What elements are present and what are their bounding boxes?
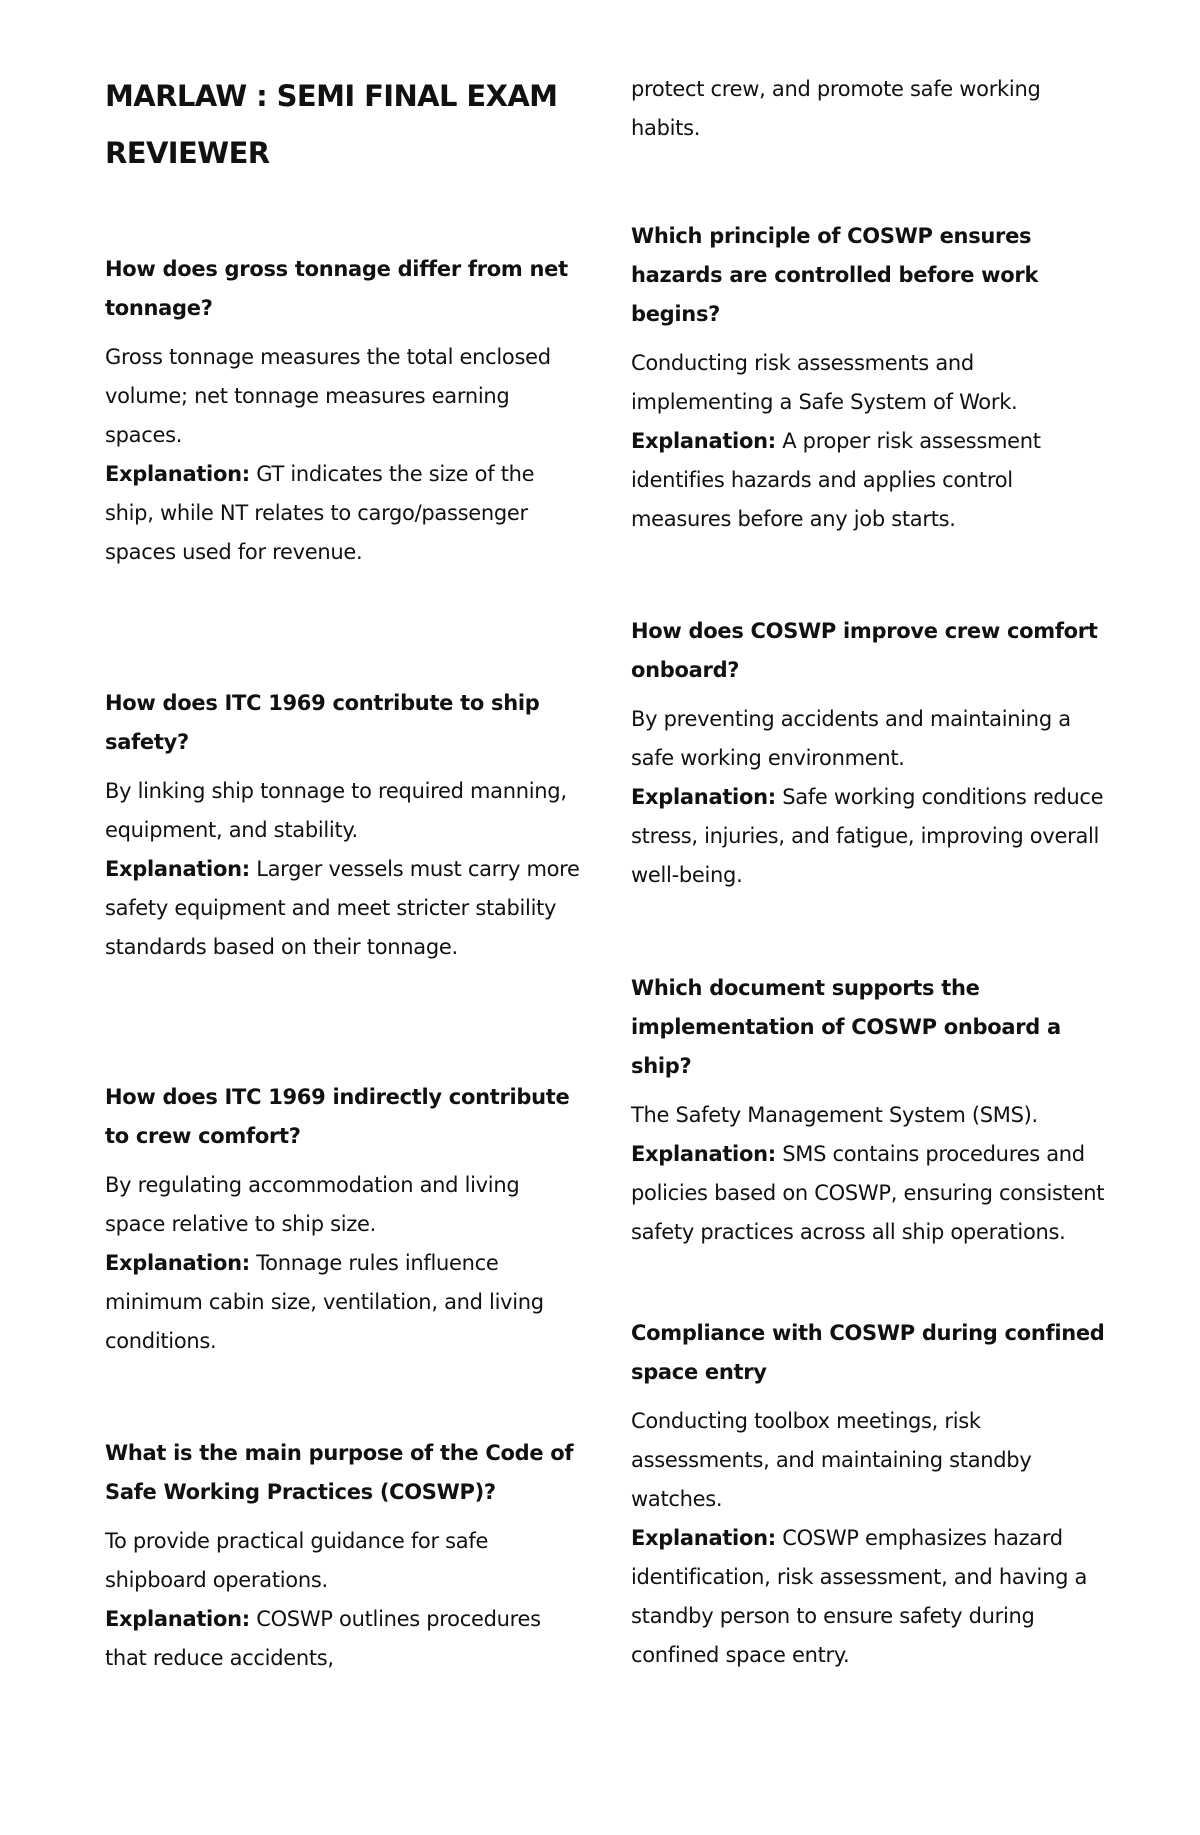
explanation-label: Explanation:	[631, 1142, 776, 1166]
document-title: MARLAW : SEMI FINAL EXAM REVIEWER	[105, 79, 558, 170]
answer-text	[105, 772, 585, 967]
answer-body: By preventing accidents and maintaining a safe working environment.	[631, 707, 1071, 770]
explanation-label: Explanation:	[631, 429, 776, 453]
answer-text	[105, 1166, 585, 1361]
explanation-text: SMS contains procedures and policies based on COSWP, ensuring consistent safety practices across all ship operations.	[631, 1142, 1105, 1244]
question-text: How does ITC 1969 contribute to ship safety?	[105, 691, 540, 754]
explanation-label: Explanation:	[631, 1526, 776, 1550]
question-text: Compliance with COSWP during confined space entry	[631, 1321, 1105, 1384]
qa-item	[631, 969, 1111, 1252]
qa-item	[631, 612, 1111, 895]
qa-item	[105, 1434, 585, 1678]
qa-item	[631, 217, 1111, 539]
answer-text	[631, 1096, 1111, 1252]
qa-item	[105, 684, 585, 967]
continued-explanation: protect crew, and promote safe working habits.	[631, 77, 1041, 140]
answer-text	[105, 338, 585, 572]
qa-item	[105, 250, 585, 572]
explanation-label: Explanation:	[105, 462, 250, 486]
explanation-text: Larger vessels must carry more safety equipment and meet stricter stability standards based on their tonnage.	[105, 857, 580, 959]
qa-item	[631, 1314, 1111, 1675]
answer-body: Gross tonnage measures the total enclosed volume; net tonnage measures earning spaces.	[105, 345, 551, 447]
explanation-text: COSWP emphasizes hazard identification, risk assessment, and having a standby person to ensure safety during confined space entry.	[631, 1526, 1088, 1667]
explanation-label: Explanation:	[105, 1251, 250, 1275]
explanation-text: A proper risk assessment identifies hazards and applies control measures before any job starts.	[631, 429, 1041, 531]
explanation-text: COSWP outlines procedures that reduce accidents,	[105, 1607, 541, 1670]
explanation-text: Safe working conditions reduce stress, injuries, and fatigue, improving overall well-being.	[631, 785, 1104, 887]
answer-body: Conducting toolbox meetings, risk assessments, and maintaining standby watches.	[631, 1409, 1032, 1511]
answer-body: The Safety Management System (SMS).	[631, 1103, 1038, 1127]
question-text: Which principle of COSWP ensures hazards are controlled before work begins?	[631, 224, 1039, 326]
explanation-text: GT indicates the size of the ship, while NT relates to cargo/passenger spaces used for revenue.	[105, 462, 535, 564]
answer-body: By linking ship tonnage to required manning, equipment, and stability.	[105, 779, 567, 842]
answer-text	[631, 700, 1111, 895]
explanation-label: Explanation:	[105, 1607, 250, 1631]
question-text: How does gross tonnage differ from net tonnage?	[105, 257, 568, 320]
answer-body: To provide practical guidance for safe shipboard operations.	[105, 1529, 489, 1592]
answer-body: Conducting risk assessments and implementing a Safe System of Work.	[631, 351, 1018, 414]
question-text: What is the main purpose of the Code of Safe Working Practices (COSWP)?	[105, 1441, 574, 1504]
question-text: How does COSWP improve crew comfort onboard?	[631, 619, 1098, 682]
explanation-label: Explanation:	[105, 857, 250, 881]
continued-text-block	[631, 70, 1111, 148]
explanation-text: Tonnage rules influence minimum cabin size, ventilation, and living conditions.	[105, 1251, 544, 1353]
answer-text	[631, 344, 1111, 539]
answer-body: By regulating accommodation and living space relative to ship size.	[105, 1173, 520, 1236]
question-text: How does ITC 1969 indirectly contribute to crew comfort?	[105, 1085, 570, 1148]
answer-text	[631, 1402, 1111, 1675]
qa-item	[105, 1078, 585, 1361]
explanation-label: Explanation:	[631, 785, 776, 809]
answer-text	[105, 1522, 585, 1678]
question-text: Which document supports the implementation of COSWP onboard a ship?	[631, 976, 1061, 1078]
